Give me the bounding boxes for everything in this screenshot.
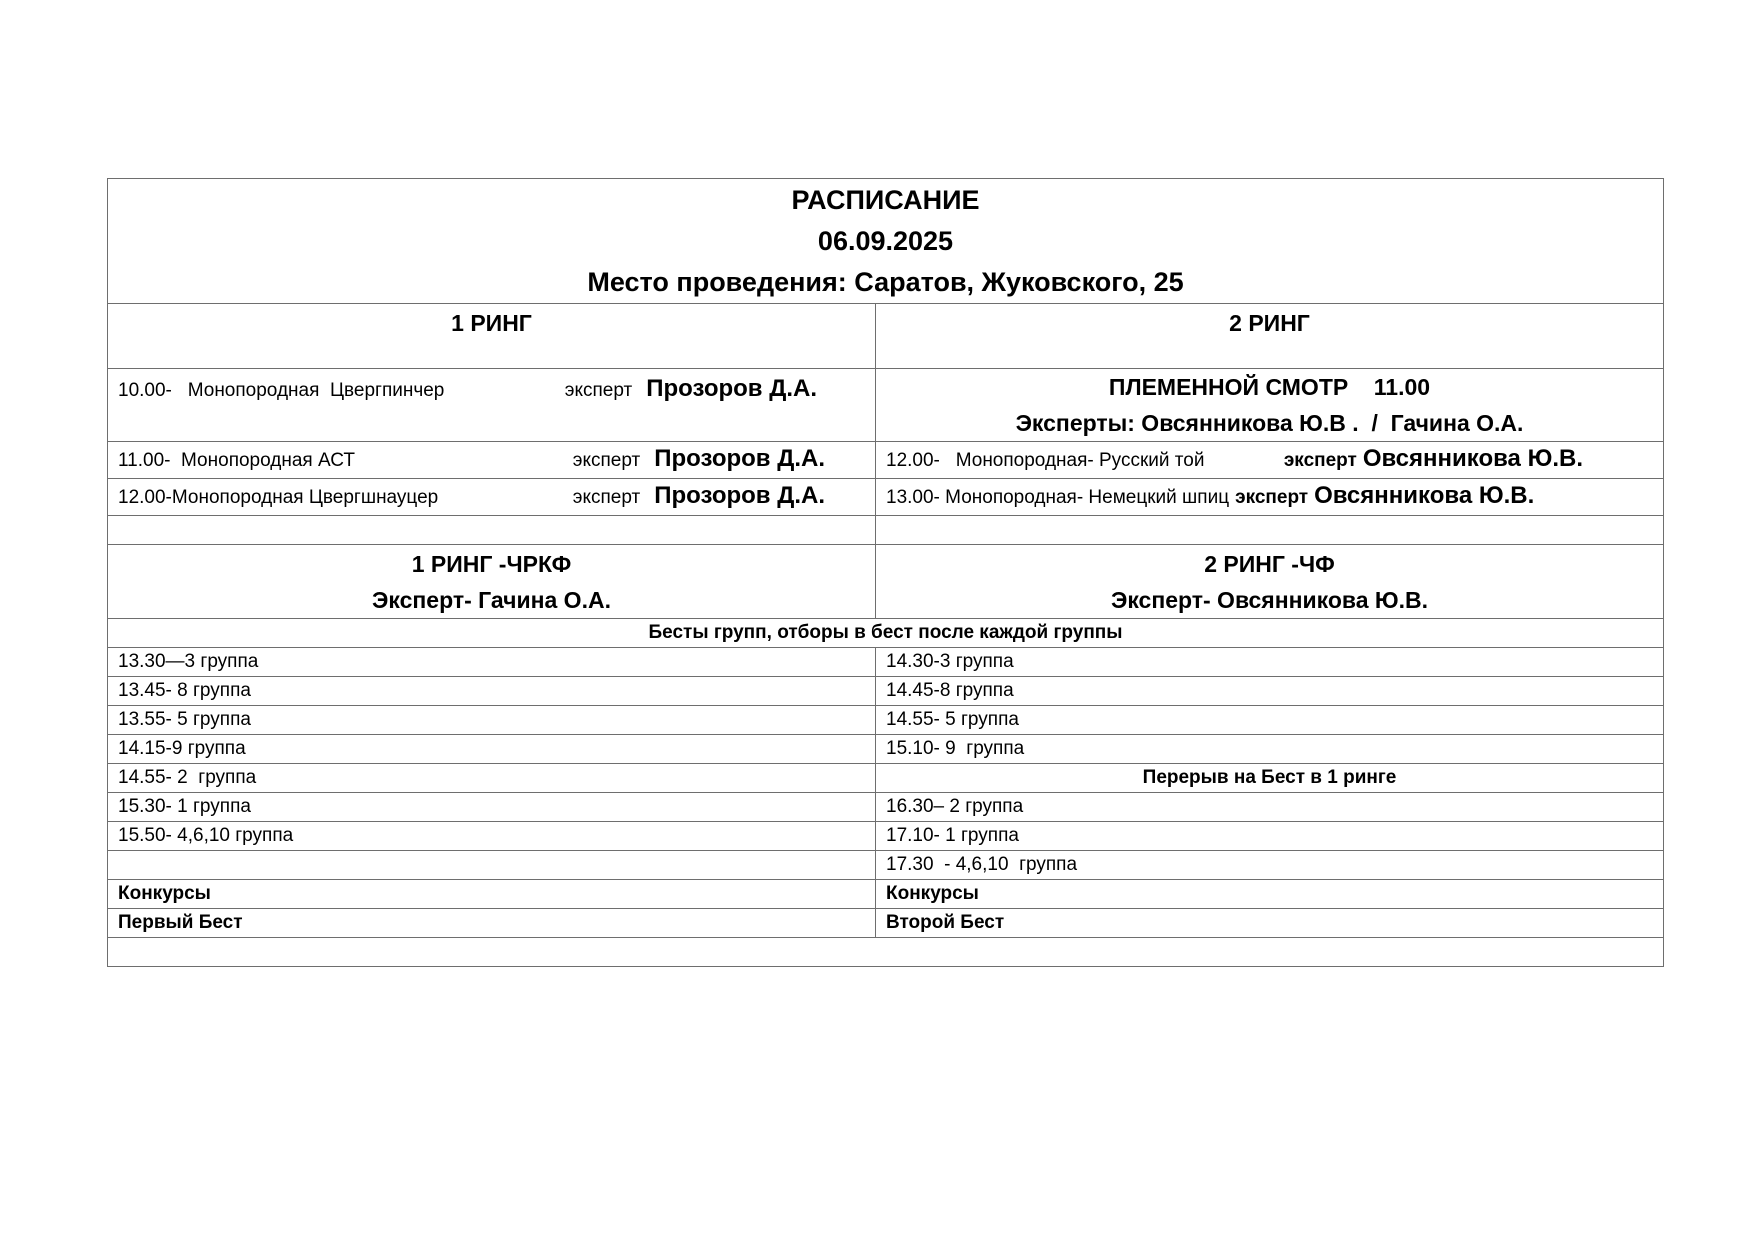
- group-left: 13.45- 8 группа: [108, 677, 876, 706]
- group-right: 16.30– 2 группа: [876, 793, 1664, 822]
- group-left: 13.55- 5 группа: [108, 706, 876, 735]
- entry-time-name: 12.00- Монопородная- Русский той: [886, 450, 1205, 471]
- break-note: Перерыв на Бест в 1 ринге: [876, 764, 1664, 793]
- contests-row: [108, 880, 1664, 909]
- best-note: Бесты групп, отборы в бест после каждой группы: [108, 619, 1664, 648]
- mono-right-2: [876, 479, 1664, 516]
- group-right: 14.30-3 группа: [876, 648, 1664, 677]
- group-row: [108, 764, 1664, 793]
- group-row: [108, 648, 1664, 677]
- empty-cell: [108, 516, 876, 545]
- group-right: 14.45-8 группа: [876, 677, 1664, 706]
- group-row: [108, 851, 1664, 880]
- expert-label: эксперт: [572, 450, 641, 471]
- fci-ring1-expert: Эксперт- Гачина О.А.: [372, 587, 611, 613]
- expert-name: Прозоров Д.А.: [654, 482, 825, 509]
- best-note-row: [108, 619, 1664, 648]
- group-left: 13.30—3 группа: [108, 648, 876, 677]
- mono-left-1: [108, 369, 876, 442]
- group-right: 17.30 - 4,6,10 группа: [876, 851, 1664, 880]
- contests-right: Конкурсы: [876, 880, 1664, 909]
- group-left: 14.15-9 группа: [108, 735, 876, 764]
- expert-label: эксперт: [1283, 450, 1357, 471]
- mono-left-3: [108, 479, 876, 516]
- group-row: [108, 793, 1664, 822]
- best-row: [108, 909, 1664, 938]
- expert-label: эксперт: [564, 380, 633, 401]
- title-row: [108, 179, 1664, 304]
- entry-time-name: 10.00- Монопородная Цвергпинчер: [118, 380, 445, 401]
- empty-cell: [876, 516, 1664, 545]
- empty-cell: [108, 938, 1664, 967]
- group-row: [108, 822, 1664, 851]
- mono-right-1: [876, 442, 1664, 479]
- footer-empty-row: [108, 938, 1664, 967]
- fci-ring1-title: 1 РИНГ -ЧРКФ: [411, 551, 572, 577]
- fci-ring2-expert: Эксперт- Овсянникова Ю.В.: [1110, 587, 1429, 613]
- best-left: Первый Бест: [108, 909, 876, 938]
- group-row: [108, 706, 1664, 735]
- page-title: РАСПИСАНИЕ: [791, 185, 980, 215]
- fci-ring1-header: [108, 545, 876, 619]
- schedule-table: [107, 178, 1664, 967]
- group-left: [108, 851, 876, 880]
- breeding-review-title: ПЛЕМЕННОЙ СМОТР 11.00: [1108, 374, 1431, 400]
- group-row: [108, 677, 1664, 706]
- expert-name: Прозоров Д.А.: [646, 375, 817, 402]
- fci-header-row: [108, 545, 1664, 619]
- group-left: 15.50- 4,6,10 группа: [108, 822, 876, 851]
- expert-label: эксперт: [572, 487, 641, 508]
- mono-left-2: [108, 442, 876, 479]
- expert-name: Прозоров Д.А.: [654, 445, 825, 472]
- expert-name: Овсянникова Ю.В.: [1362, 445, 1583, 472]
- mono-row-1: [108, 369, 1664, 442]
- ring-header-row: [108, 304, 1664, 369]
- group-left: 15.30- 1 группа: [108, 793, 876, 822]
- expert-label: эксперт: [1235, 487, 1309, 508]
- mono-row-2: [108, 442, 1664, 479]
- fci-ring2-header: [876, 545, 1664, 619]
- best-right: Второй Бест: [876, 909, 1664, 938]
- contests-left: Конкурсы: [108, 880, 876, 909]
- ring1-header: 1 РИНГ: [108, 304, 876, 369]
- title-cell: [108, 179, 1664, 304]
- ring2-header: 2 РИНГ: [876, 304, 1664, 369]
- group-right: 15.10- 9 группа: [876, 735, 1664, 764]
- group-left: 14.55- 2 группа: [108, 764, 876, 793]
- event-venue: Место проведения: Саратов, Жуковского, 25: [587, 267, 1184, 297]
- group-right: 17.10- 1 группа: [876, 822, 1664, 851]
- group-row: [108, 735, 1664, 764]
- empty-row: [108, 516, 1664, 545]
- group-right: 14.55- 5 группа: [876, 706, 1664, 735]
- event-date: 06.09.2025: [817, 226, 954, 256]
- expert-name: Овсянникова Ю.В.: [1314, 482, 1535, 509]
- fci-ring2-title: 2 РИНГ -ЧФ: [1204, 551, 1335, 577]
- mono-row-3: [108, 479, 1664, 516]
- breeding-review-cell: [876, 369, 1664, 442]
- entry-time-name: 11.00- Монопородная АСТ: [118, 450, 355, 471]
- breeding-review-experts: Эксперты: Овсянникова Ю.В . / Гачина О.А.: [1015, 410, 1524, 436]
- entry-time-name: 13.00- Монопородная- Немецкий шпиц: [886, 487, 1230, 508]
- entry-time-name: 12.00-Монопородная Цвергшнауцер: [118, 487, 439, 508]
